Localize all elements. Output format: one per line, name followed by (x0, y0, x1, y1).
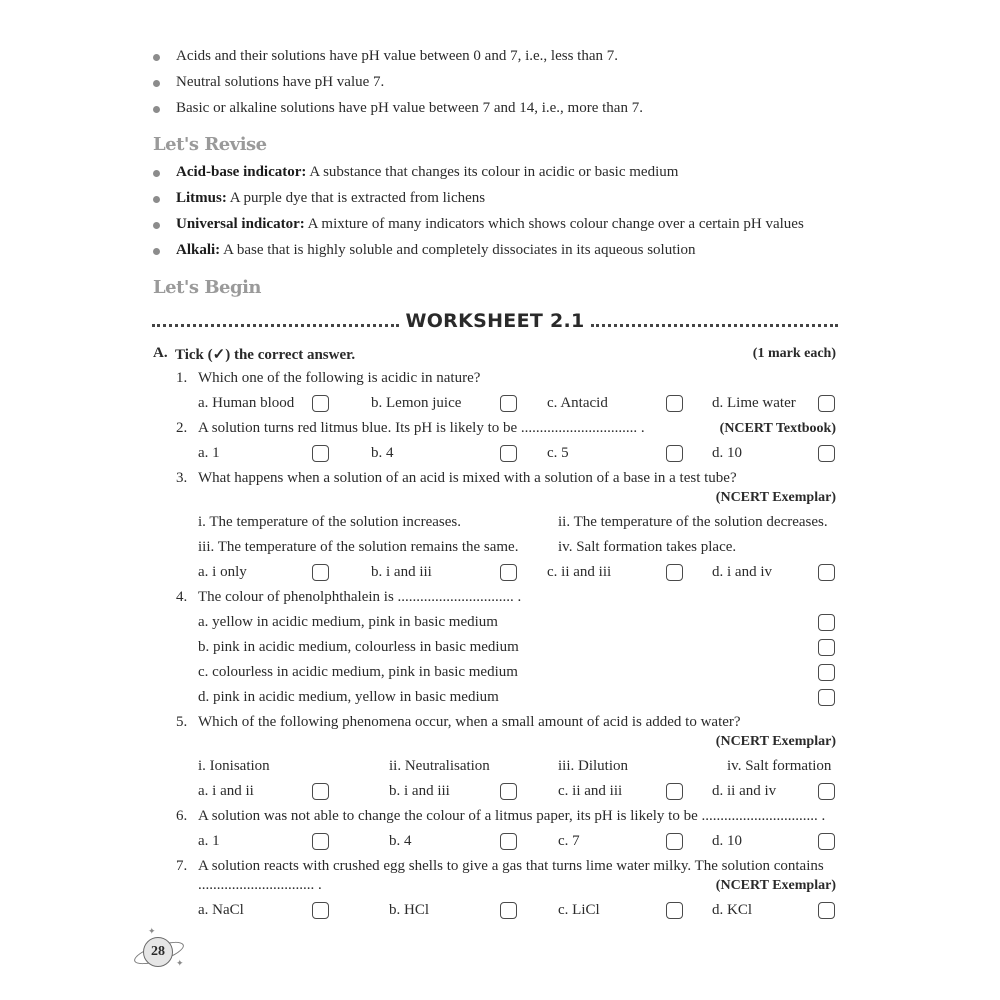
question-number: 4. (176, 589, 188, 605)
definition: A mixture of many indicators which shows colour change over a certain pH values (304, 216, 804, 232)
marks-note: (1 mark each) (752, 346, 836, 361)
answer-checkbox[interactable] (818, 664, 835, 681)
answer-checkbox[interactable] (818, 689, 835, 706)
answer-checkbox[interactable] (500, 395, 517, 412)
option-label: b. HCl (389, 902, 430, 918)
answer-checkbox[interactable] (312, 445, 329, 462)
option-label: b. pink in acidic medium, colourless in basic medium (198, 639, 519, 655)
option-label: c. ii and iii (547, 564, 612, 580)
begin-heading: Let's Begin (153, 277, 262, 298)
option-label: c. 7 (558, 833, 580, 849)
answer-checkbox[interactable] (666, 564, 683, 581)
answer-checkbox[interactable] (666, 902, 683, 919)
bullet-dot (153, 248, 160, 255)
sparkle-icon: ✦ (176, 958, 184, 968)
term: Acid-base indicator: (176, 164, 307, 180)
section-a-instruction: Tick (✓) the correct answer. (175, 347, 356, 363)
answer-checkbox[interactable] (500, 783, 517, 800)
page-number: 28 (143, 937, 173, 967)
option-label: c. LiCl (558, 902, 600, 918)
option-label: a. 1 (198, 445, 220, 461)
answer-checkbox[interactable] (818, 445, 835, 462)
option-label: a. i only (198, 564, 247, 580)
answer-checkbox[interactable] (500, 833, 517, 850)
term: Universal indicator: (176, 216, 305, 232)
answer-checkbox[interactable] (818, 395, 835, 412)
question-text-continued: ............................... . (198, 877, 322, 893)
answer-checkbox[interactable] (666, 395, 683, 412)
term: Alkali: (176, 242, 221, 258)
definition: A base that is highly soluble and completely dissociates in its aqueous solution (220, 242, 696, 258)
question-text: A solution turns red litmus blue. Its pH is likely to be ............................... . (198, 420, 645, 436)
sparkle-icon: ✦ (148, 926, 156, 936)
section-a-label: A. (153, 345, 168, 361)
answer-checkbox[interactable] (818, 783, 835, 800)
question-text: Which of the following phenomena occur, when a small amount of acid is added to water? (198, 714, 741, 730)
statement: i. The temperature of the solution increases. (198, 514, 461, 530)
answer-checkbox[interactable] (312, 833, 329, 850)
dotted-leader (591, 323, 838, 327)
question-text: A solution reacts with crushed egg shells to give a gas that turns lime water milky. The solution contains (198, 858, 824, 874)
bullet-dot (153, 80, 160, 87)
answer-checkbox[interactable] (666, 445, 683, 462)
option-label: a. NaCl (198, 902, 244, 918)
definition: A substance that changes its colour in acidic or basic medium (306, 164, 679, 180)
question-number: 1. (176, 370, 188, 386)
option-label: a. Human blood (198, 395, 295, 411)
option-label: c. ii and iii (558, 783, 623, 799)
answer-checkbox[interactable] (312, 564, 329, 581)
bullet-dot (153, 54, 160, 61)
revise-item-3 (176, 216, 804, 233)
answer-checkbox[interactable] (312, 902, 329, 919)
intro-bullet-2: Neutral solutions have pH value 7. (176, 74, 385, 90)
option-label: d. 10 (712, 833, 742, 849)
option-label: d. i and iv (712, 564, 772, 580)
option-label: d. KCl (712, 902, 753, 918)
worksheet-title: WORKSHEET 2.1 (405, 310, 585, 332)
question-text: A solution was not able to change the colour of a litmus paper, its pH is likely to be ............................... . (198, 808, 826, 824)
answer-checkbox[interactable] (500, 445, 517, 462)
question-number: 6. (176, 808, 188, 824)
option-label: a. i and ii (198, 783, 254, 799)
option-label: b. Lemon juice (371, 395, 462, 411)
statement: iv. Salt formation (727, 758, 832, 774)
question-number: 2. (176, 420, 188, 436)
source-tag: (NCERT Exemplar) (715, 878, 836, 893)
revise-item-4 (176, 242, 696, 259)
question-number: 3. (176, 470, 188, 486)
question-text: What happens when a solution of an acid is mixed with a solution of a base in a test tube? (198, 470, 737, 486)
answer-checkbox[interactable] (818, 833, 835, 850)
bullet-dot (153, 170, 160, 177)
intro-bullet-3: Basic or alkaline solutions have pH value between 7 and 14, i.e., more than 7. (176, 100, 643, 116)
answer-checkbox[interactable] (666, 783, 683, 800)
statement: i. Ionisation (198, 758, 270, 774)
statement: iii. Dilution (558, 758, 629, 774)
answer-checkbox[interactable] (500, 564, 517, 581)
statement: ii. The temperature of the solution decreases. (558, 514, 828, 530)
definition: A purple dye that is extracted from lichens (226, 190, 486, 206)
bullet-dot (153, 196, 160, 203)
question-number: 7. (176, 858, 188, 874)
source-tag: (NCERT Exemplar) (715, 734, 836, 749)
dotted-leader (152, 323, 399, 327)
revise-heading: Let's Revise (153, 134, 267, 155)
option-label: c. 5 (547, 445, 569, 461)
bullet-dot (153, 106, 160, 113)
bullet-dot (153, 222, 160, 229)
option-label: b. 4 (371, 445, 394, 461)
question-number: 5. (176, 714, 188, 730)
question-text: The colour of phenolphthalein is ............................... . (198, 589, 522, 605)
answer-checkbox[interactable] (500, 902, 517, 919)
answer-checkbox[interactable] (818, 639, 835, 656)
revise-item-1 (176, 164, 678, 181)
option-label: c. Antacid (547, 395, 608, 411)
option-label: c. colourless in acidic medium, pink in basic medium (198, 664, 518, 680)
option-label: d. pink in acidic medium, yellow in basic medium (198, 689, 499, 705)
answer-checkbox[interactable] (818, 614, 835, 631)
source-tag: (NCERT Textbook) (719, 421, 836, 436)
term: Litmus: (176, 190, 227, 206)
option-label: d. ii and iv (712, 783, 777, 799)
statement: iv. Salt formation takes place. (558, 539, 737, 555)
option-label: d. Lime water (712, 395, 796, 411)
option-label: b. 4 (389, 833, 412, 849)
worksheet-title-row (152, 306, 838, 332)
intro-bullet-1: Acids and their solutions have pH value between 0 and 7, i.e., less than 7. (176, 48, 618, 64)
source-tag: (NCERT Exemplar) (715, 490, 836, 505)
answer-checkbox[interactable] (666, 833, 683, 850)
statement: iii. The temperature of the solution remains the same. (198, 539, 519, 555)
statement: ii. Neutralisation (389, 758, 490, 774)
answer-checkbox[interactable] (818, 564, 835, 581)
option-label: d. 10 (712, 445, 742, 461)
revise-item-2 (176, 190, 485, 207)
option-label: a. 1 (198, 833, 220, 849)
option-label: b. i and iii (371, 564, 432, 580)
answer-checkbox[interactable] (312, 395, 329, 412)
answer-checkbox[interactable] (312, 783, 329, 800)
option-label: a. yellow in acidic medium, pink in basic medium (198, 614, 498, 630)
answer-checkbox[interactable] (818, 902, 835, 919)
question-text: Which one of the following is acidic in nature? (198, 370, 481, 386)
option-label: b. i and iii (389, 783, 450, 799)
